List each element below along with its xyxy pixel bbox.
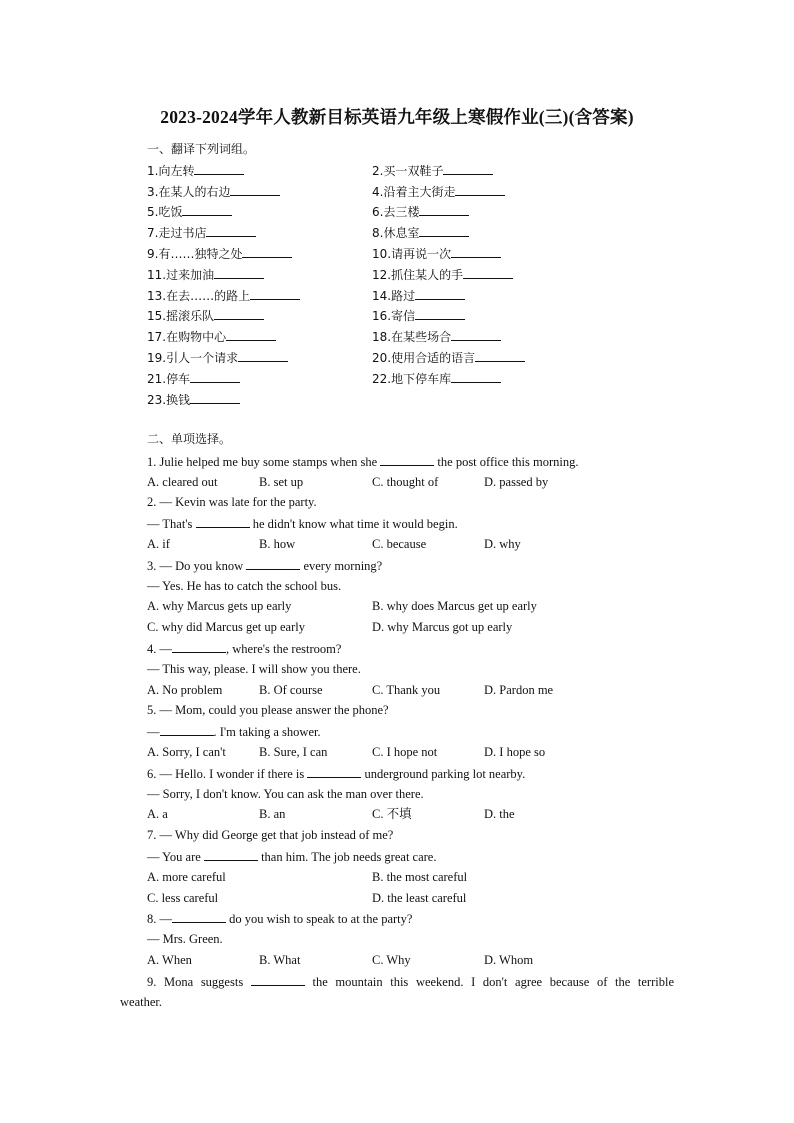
option-c[interactable]: C. Thank you bbox=[372, 682, 441, 697]
document-title: 2023-2024学年人教新目标英语九年级上寒假作业(三)(含答案) bbox=[160, 107, 634, 127]
option-c[interactable]: C. 不填 bbox=[372, 807, 412, 822]
phrase-item: 2.买一双鞋子 bbox=[372, 162, 493, 179]
answer-blank[interactable] bbox=[194, 162, 244, 175]
option-a[interactable]: A. more careful bbox=[147, 869, 226, 884]
option-a[interactable]: A. a bbox=[147, 807, 168, 822]
option-c[interactable]: C. I hope not bbox=[372, 745, 438, 759]
answer-blank[interactable] bbox=[172, 640, 226, 653]
option-a[interactable]: A. cleared out bbox=[147, 474, 218, 489]
phrase-item: 13.在去……的路上 bbox=[147, 287, 300, 304]
option-d[interactable]: D. why Marcus got up early bbox=[372, 620, 513, 635]
question-stem: 6. — Hello. I wonder if there is underground parking lot nearby. bbox=[147, 766, 526, 781]
phrase-item: 10.请再说一次 bbox=[372, 245, 501, 262]
phrase-item: 8.休息室 bbox=[372, 224, 469, 241]
question-line: weather. bbox=[120, 994, 162, 1009]
option-d[interactable]: D. the least careful bbox=[372, 890, 467, 905]
answer-blank[interactable] bbox=[190, 391, 240, 404]
option-a[interactable]: A. When bbox=[147, 953, 192, 967]
phrase-item: 20.使用合适的语言 bbox=[372, 349, 525, 366]
answer-blank[interactable] bbox=[251, 973, 305, 986]
option-b[interactable]: B. What bbox=[259, 953, 301, 967]
option-b[interactable]: B. why does Marcus get up early bbox=[372, 599, 537, 614]
answer-blank[interactable] bbox=[204, 848, 258, 861]
phrase-item: 12.抓住某人的手 bbox=[372, 266, 513, 283]
answer-blank[interactable] bbox=[182, 203, 232, 216]
phrase-item: 22.地下停车库 bbox=[372, 370, 501, 387]
phrase-item: 18.在某些场合 bbox=[372, 328, 501, 345]
answer-blank[interactable] bbox=[172, 910, 226, 923]
answer-blank[interactable] bbox=[250, 287, 300, 300]
phrase-item: 21.停车 bbox=[147, 370, 240, 387]
question-line: — You are than him. The job needs great care. bbox=[147, 850, 437, 864]
phrase-item: 19.引人一个请求 bbox=[147, 349, 288, 366]
question-stem: 3. — Do you know every morning? bbox=[147, 558, 383, 573]
phrase-item: 7.走过书店 bbox=[147, 224, 256, 241]
question-stem: 8. — do you wish to speak to at the party? bbox=[147, 912, 413, 927]
answer-blank[interactable] bbox=[380, 453, 434, 466]
answer-blank[interactable] bbox=[443, 162, 493, 175]
phrase-item: 16.寄信 bbox=[372, 307, 465, 324]
question-stem: 7. — Why did George get that job instead of me? bbox=[147, 828, 394, 843]
answer-blank[interactable] bbox=[226, 328, 276, 341]
question-stem: 4. — , where's the restroom? bbox=[147, 642, 342, 656]
question-line: — Mrs. Green. bbox=[147, 932, 223, 947]
answer-blank[interactable] bbox=[190, 370, 240, 383]
phrase-item: 23.换钱 bbox=[147, 391, 240, 408]
option-a[interactable]: A. Sorry, I can't bbox=[147, 745, 226, 759]
answer-blank[interactable] bbox=[475, 349, 525, 362]
answer-blank[interactable] bbox=[451, 370, 501, 383]
answer-blank[interactable] bbox=[214, 266, 264, 279]
option-d[interactable]: D. Whom bbox=[484, 953, 534, 967]
question-line: — This way, please. I will show you there. bbox=[147, 661, 361, 676]
option-c[interactable]: C. why did Marcus get up early bbox=[147, 620, 305, 635]
phrase-item: 14.路过 bbox=[372, 287, 465, 304]
answer-blank[interactable] bbox=[419, 203, 469, 216]
answer-blank[interactable] bbox=[455, 183, 505, 196]
question-line: — Sorry, I don't know. You can ask the man over there. bbox=[147, 786, 424, 801]
question-stem: 5. — Mom, could you please answer the phone? bbox=[147, 703, 389, 718]
section1-heading: 一、翻译下列词组。 bbox=[147, 142, 256, 156]
question-line: — Yes. He has to catch the school bus. bbox=[147, 578, 342, 593]
phrase-item: 9.有……独特之处 bbox=[147, 245, 292, 262]
answer-blank[interactable] bbox=[307, 765, 361, 778]
answer-blank[interactable] bbox=[415, 307, 465, 320]
answer-blank[interactable] bbox=[451, 245, 501, 258]
question-stem: 9. Mona suggests the mountain this weekend. I don't agree because of the terrible bbox=[147, 974, 674, 989]
option-c[interactable]: C. less careful bbox=[147, 890, 219, 905]
option-c[interactable]: C. thought of bbox=[372, 474, 439, 489]
phrase-item: 6.去三楼 bbox=[372, 203, 469, 220]
answer-blank[interactable] bbox=[206, 224, 256, 237]
answer-blank[interactable] bbox=[160, 723, 214, 736]
phrase-item: 11.过来加油 bbox=[147, 266, 264, 283]
option-d[interactable]: D. passed by bbox=[484, 474, 549, 489]
question-stem: 2. — Kevin was late for the party. bbox=[147, 495, 317, 510]
option-a[interactable]: A. if bbox=[147, 537, 170, 551]
option-d[interactable]: D. Pardon me bbox=[484, 682, 554, 697]
answer-blank[interactable] bbox=[214, 307, 264, 320]
option-a[interactable]: A. No problem bbox=[147, 682, 223, 697]
answer-blank[interactable] bbox=[419, 224, 469, 237]
section2-heading: 二、单项选择。 bbox=[147, 432, 232, 446]
phrase-item: 4.沿着主大街走 bbox=[372, 183, 505, 200]
phrase-item: 15.摇滚乐队 bbox=[147, 307, 264, 324]
phrase-item: 3.在某人的右边 bbox=[147, 183, 280, 200]
answer-blank[interactable] bbox=[415, 287, 465, 300]
option-c[interactable]: C. because bbox=[372, 537, 427, 551]
option-b[interactable]: B. set up bbox=[259, 474, 304, 489]
option-b[interactable]: B. how bbox=[259, 537, 296, 551]
answer-blank[interactable] bbox=[463, 266, 513, 279]
question-line: — . I'm taking a shower. bbox=[147, 725, 321, 740]
phrase-item: 5.吃饭 bbox=[147, 203, 232, 220]
option-c[interactable]: C. Why bbox=[372, 953, 411, 967]
option-b[interactable]: B. Of course bbox=[259, 682, 323, 697]
phrase-item: 1.向左转 bbox=[147, 162, 244, 179]
question-stem: 1. Julie helped me buy some stamps when she the post office this morning. bbox=[147, 454, 579, 469]
answer-blank[interactable] bbox=[242, 245, 292, 258]
answer-blank[interactable] bbox=[196, 515, 250, 528]
option-d[interactable]: D. why bbox=[484, 537, 521, 551]
answer-blank[interactable] bbox=[451, 328, 501, 341]
option-b[interactable]: B. an bbox=[259, 807, 286, 822]
option-a[interactable]: A. why Marcus gets up early bbox=[147, 599, 292, 614]
answer-blank[interactable] bbox=[246, 557, 300, 570]
answer-blank[interactable] bbox=[238, 349, 288, 362]
phrase-item: 17.在购物中心 bbox=[147, 328, 276, 345]
option-d[interactable]: D. the bbox=[484, 807, 515, 822]
option-d[interactable]: D. I hope so bbox=[484, 745, 546, 759]
option-b[interactable]: B. the most careful bbox=[372, 869, 468, 884]
option-b[interactable]: B. Sure, I can bbox=[259, 745, 328, 759]
answer-blank[interactable] bbox=[230, 183, 280, 196]
question-line: — That's he didn't know what time it would begin. bbox=[147, 517, 458, 532]
